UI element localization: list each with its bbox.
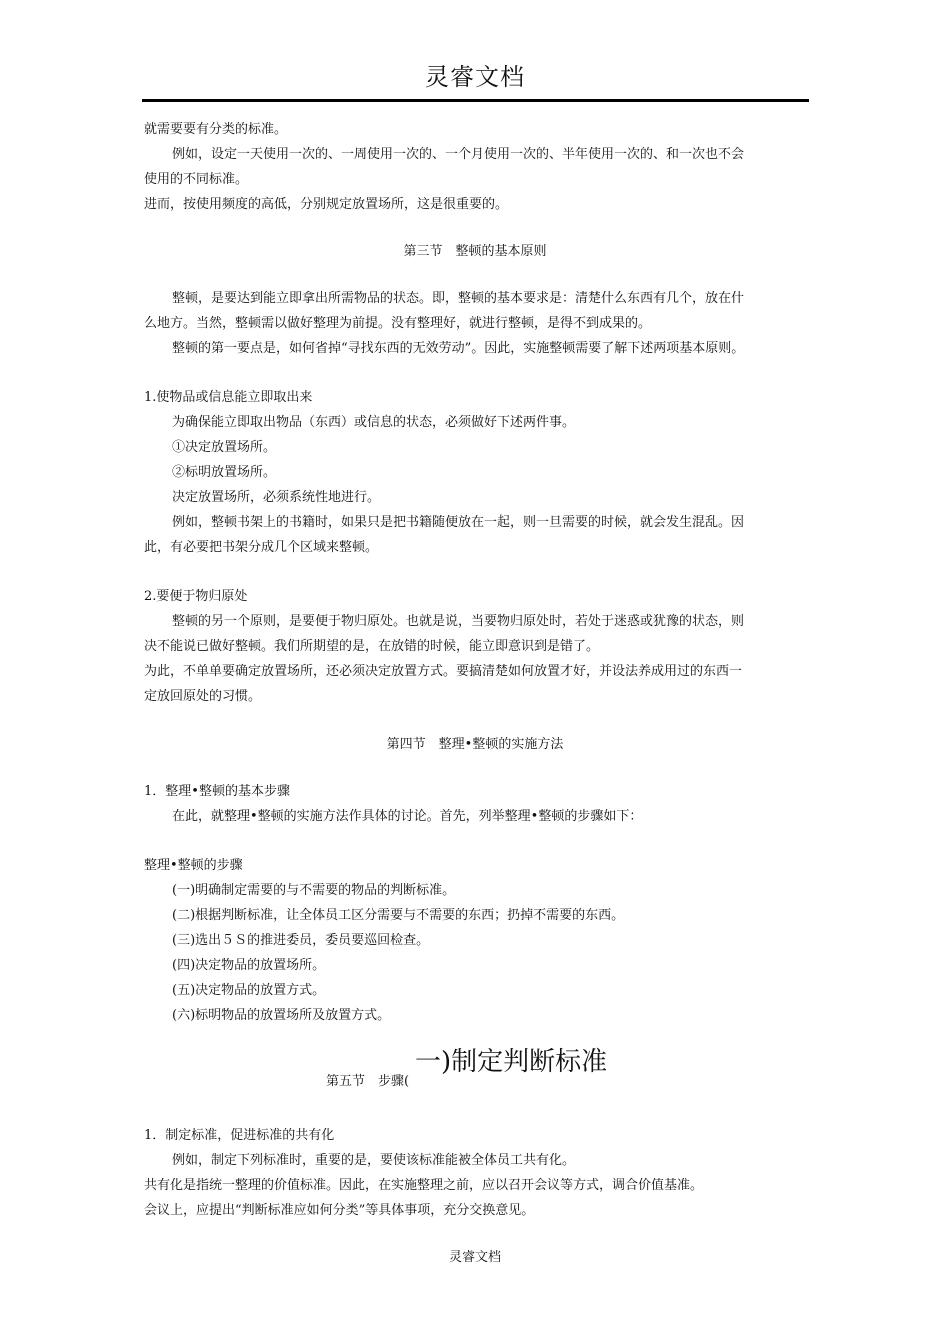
section-heading: 第四节 整理•整顿的实施方法 bbox=[386, 737, 564, 752]
subheading: 2.要便于物归原处 bbox=[144, 589, 248, 604]
list-item: (三)选出５Ｓ的推进委员，委员要巡回检查。 bbox=[172, 933, 430, 948]
list-item: (一)明确制定需要的与不需要的物品的判断标准。 bbox=[172, 883, 456, 898]
body-line: 定放回原处的习惯。 bbox=[144, 689, 262, 704]
section5-heading-small: 第五节 步骤( bbox=[326, 1074, 410, 1089]
body-line: 例如，设定一天使用一次的、一周使用一次的、一个月使用一次的、半年使用一次的、和一次也不会 bbox=[172, 147, 745, 162]
body-line: 会议上，应提出“判断标准应如何分类”等具体事项，充分交换意见。 bbox=[144, 1203, 535, 1218]
subheading: 1.使物品或信息能立即取出来 bbox=[144, 390, 313, 405]
page-header-title: 灵睿文档 bbox=[425, 63, 525, 91]
body-line: 为确保能立即取出物品（东西）或信息的状态，必须做好下述两件事。 bbox=[172, 415, 576, 430]
body-line: ②标明放置场所。 bbox=[172, 465, 277, 480]
body-line: 么地方。当然，整顿需以做好整理为前提。没有整理好，就进行整顿，是得不到成果的。 bbox=[144, 316, 652, 331]
section5-heading-large: 一)制定判断标准 bbox=[415, 1047, 608, 1077]
body-line: ①决定放置场所。 bbox=[172, 440, 277, 455]
body-line: 例如，整顿书架上的书籍时，如果只是把书籍随便放在一起，则一旦需要的时候，就会发生混乱。因 bbox=[172, 515, 745, 530]
section-heading: 第三节 整顿的基本原则 bbox=[403, 244, 547, 259]
list-item: (六)标明物品的放置场所及放置方式。 bbox=[172, 1008, 391, 1023]
body-line: 就需要要有分类的标准。 bbox=[144, 122, 288, 137]
subheading: 1．整理•整顿的基本步骤 bbox=[144, 784, 290, 799]
body-line: 整顿的第一要点是，如何省掉“寻找东西的无效劳动”。因此，实施整顿需要了解下述两项基本原则。 bbox=[172, 341, 745, 356]
body-line: 共有化是指统一整理的价值标准。因此，在实施整理之前，应以召开会议等方式，调合价值基准。 bbox=[144, 1178, 704, 1193]
page-footer: 灵睿文档 bbox=[448, 1250, 501, 1265]
subheading: 整理•整顿的步骤 bbox=[144, 858, 243, 873]
body-line: 例如，制定下列标准时，重要的是，要使该标准能被全体员工共有化。 bbox=[172, 1153, 576, 1168]
list-item: (四)决定物品的放置场所。 bbox=[172, 958, 326, 973]
body-line: 进而，按使用频度的高低，分别规定放置场所，这是很重要的。 bbox=[144, 197, 509, 212]
body-line: 为此，不单单要确定放置场所，还必须决定放置方式。要搞清楚如何放置才好，并设法养成用过的东西一 bbox=[144, 664, 743, 679]
body-line: 决定放置场所，必须系统性地进行。 bbox=[172, 490, 381, 505]
body-line: 整顿的另一个原则，是要便于物归原处。也就是说，当要物归原处时，若处于迷惑或犹豫的状态，则 bbox=[172, 614, 745, 629]
body-line: 整顿，是要达到能立即拿出所需物品的状态。即，整顿的基本要求是：清楚什么东西有几个，放在什 bbox=[172, 291, 745, 306]
list-item: (五)决定物品的放置方式。 bbox=[172, 983, 326, 998]
body-line: 使用的不同标准。 bbox=[144, 172, 249, 187]
subheading: 1．制定标准，促进标准的共有化 bbox=[144, 1128, 335, 1143]
list-item: (二)根据判断标准，让全体员工区分需要与不需要的东西；扔掉不需要的东西。 bbox=[172, 908, 625, 923]
body-line: 此，有必要把书架分成几个区域来整顿。 bbox=[144, 540, 379, 555]
body-line: 决不能说已做好整顿。我们所期望的是，在放错的时候，能立即意识到是错了。 bbox=[144, 639, 600, 654]
header-rule bbox=[142, 99, 809, 102]
body-line: 在此，就整理•整顿的实施方法作具体的讨论。首先，列举整理•整顿的步骤如下： bbox=[172, 809, 643, 824]
